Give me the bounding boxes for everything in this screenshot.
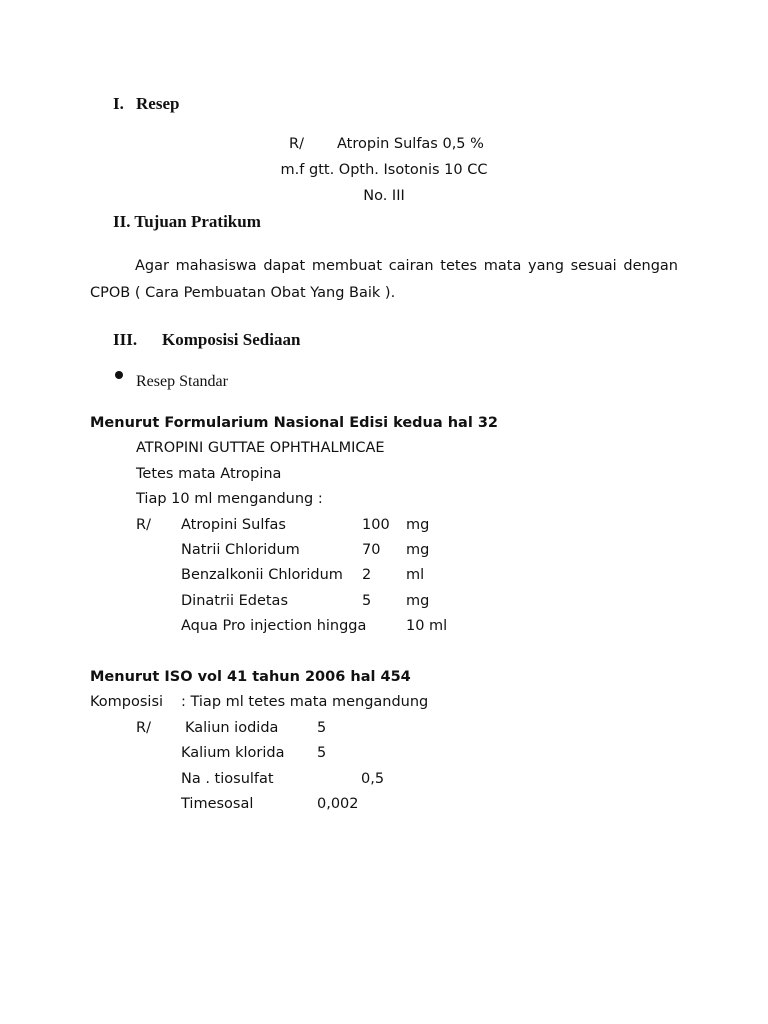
resep-line-1: Atropin Sulfas 0,5 % — [337, 136, 484, 152]
iso-item: Timesosal — [181, 796, 254, 812]
fornas-name: ATROPINI GUTTAE OPHTHALMICAE — [136, 440, 385, 456]
fornas-unit: mg — [406, 517, 430, 533]
section-2-title: II. Tujuan Pratikum — [113, 212, 261, 231]
fornas-aqua-qty: 10 ml — [406, 618, 448, 634]
fornas-item: Natrii Chloridum — [181, 542, 300, 558]
section-3-title: Komposisi Sediaan — [162, 330, 301, 349]
fornas-unit: mg — [406, 593, 430, 609]
iso-item: Kalium klorida — [181, 745, 285, 761]
iso-qty: 5 — [317, 720, 327, 736]
fornas-alias: Tetes mata Atropina — [136, 466, 282, 482]
iso-qty: 0,002 — [317, 796, 359, 812]
iso-item: Na . tiosulfat — [181, 771, 274, 787]
fornas-heading: Menurut Formularium Nasional Edisi kedua hal 32 — [90, 415, 499, 431]
fornas-qty: 70 — [362, 542, 381, 558]
fornas-unit: mg — [406, 542, 430, 558]
fornas-unit: ml — [406, 567, 425, 583]
section-1-title: Resep — [136, 94, 180, 113]
fornas-qty: 5 — [362, 593, 372, 609]
fornas-qty: 100 — [362, 517, 390, 533]
fornas-rx-symbol: R/ — [136, 517, 151, 533]
resep-rx-symbol: R/ — [289, 136, 304, 152]
resep-line-3: No. III — [363, 188, 405, 204]
resep-line-2: m.f gtt. Opth. Isotonis 10 CC — [280, 162, 488, 178]
fornas-item: Atropini Sulfas — [181, 517, 286, 533]
fornas-item: Benzalkonii Chloridum — [181, 567, 343, 583]
section-1-number: I. — [113, 94, 124, 113]
iso-heading: Menurut ISO vol 41 tahun 2006 hal 454 — [90, 669, 411, 685]
iso-komposisi-value: : Tiap ml tetes mata mengandung — [181, 694, 429, 710]
iso-komposisi-label: Komposisi — [90, 694, 164, 710]
section-3-number: III. — [113, 330, 138, 349]
fornas-aqua-item: Aqua Pro injection hingga — [181, 618, 367, 634]
iso-qty: 5 — [317, 745, 327, 761]
fornas-each: Tiap 10 ml mengandung : — [136, 491, 323, 507]
iso-qty: 0,5 — [361, 771, 385, 787]
fornas-item: Dinatrii Edetas — [181, 593, 288, 609]
tujuan-paragraph: Agar mahasiswa dapat membuat cairan tetes mata yang sesuai dengan CPOB ( Cara Pembuatan Obat Yang Baik ). — [90, 258, 678, 301]
iso-rx-symbol: R/ — [136, 720, 151, 736]
fornas-qty: 2 — [362, 567, 372, 583]
resep-standar-label: Resep Standar — [136, 373, 228, 390]
iso-item: Kaliun iodida — [185, 720, 279, 736]
bullet-icon — [115, 371, 123, 379]
